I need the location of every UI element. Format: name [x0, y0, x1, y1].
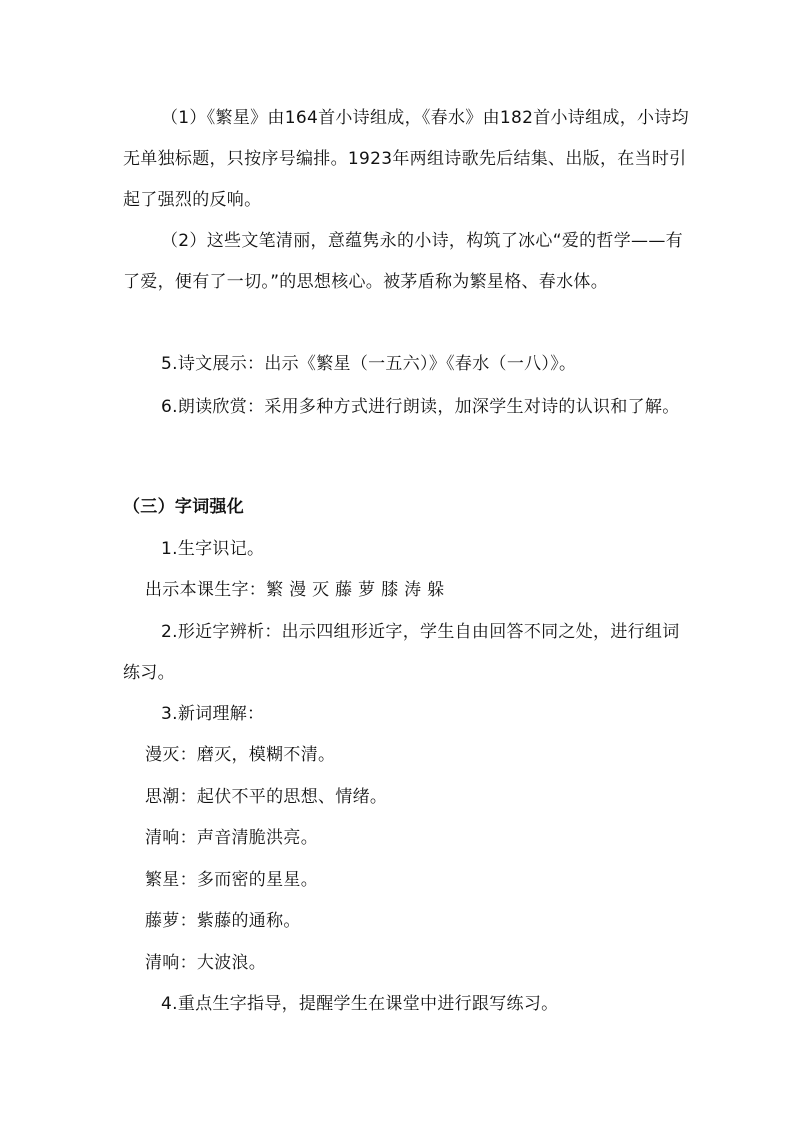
item-3: 3.新词理解： — [161, 704, 265, 724]
term-definition: 清响：大波浪。 — [145, 953, 267, 973]
term-definition: 藤萝：紫藤的通称。 — [145, 911, 301, 931]
term-definition: 清响：声音清脆洪亮。 — [145, 828, 318, 848]
paragraph-6: 6.朗读欣赏：采用多种方式进行朗读，加深学生对诗的认识和了解。 — [161, 397, 680, 417]
term-definition: 漫灭：磨灭，模糊不清。 — [145, 745, 336, 765]
paragraph-5: 5.诗文展示：出示《繁星（一五六）》《春水（一八）》。 — [161, 354, 577, 374]
new-characters-list: 出示本课生字：繁 漫 灭 藤 萝 膝 涛 躲 — [145, 580, 445, 600]
term-definition: 思潮：起伏不平的思想、情绪。 — [145, 787, 388, 807]
section-heading: （三）字词强化 — [123, 497, 245, 517]
item-2: 2.形近字辨析：出示四组形近字，学生自由回答不同之处，进行组词练习。 — [123, 622, 680, 683]
item-4: 4.重点生字指导，提醒学生在课堂中进行跟写练习。 — [161, 994, 559, 1014]
paragraph-1: （1）《繁星》由164首小诗组成，《春水》由182首小诗组成，小诗均无单独标题，只按序号编排。1923年两组诗歌先后结集、出版，在当时引起了强烈的反响。 — [123, 108, 689, 210]
paragraph-2: （2）这些文笔清丽，意蕴隽永的小诗，构筑了冰心“爱的哲学——有了爱，便有了一切。”的思想核心。被茅盾称为繁星格、春水体。 — [123, 231, 683, 292]
term-definition: 繁星：多而密的星星。 — [145, 870, 318, 890]
item-1: 1.生字识记。 — [161, 539, 265, 559]
